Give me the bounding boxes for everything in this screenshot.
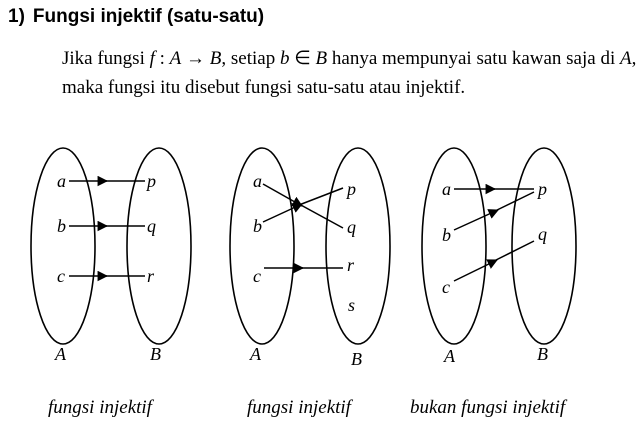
element-b: b (253, 216, 262, 236)
diagram-injective-1 (31, 148, 191, 418)
element-p: p (538, 179, 547, 199)
set-a-oval (230, 148, 294, 344)
arrow-symbol: → (181, 48, 210, 69)
diagram-caption: fungsi injektif (247, 397, 351, 418)
symbol-b: B (315, 48, 328, 69)
set-a-oval (422, 148, 486, 344)
mapping-arrow (454, 210, 498, 230)
set-label-b: B (150, 344, 161, 364)
mapping-line (299, 188, 343, 205)
set-b-oval (512, 148, 576, 344)
mapping-line (494, 241, 534, 261)
element-p: p (147, 171, 156, 191)
set-label-b: B (537, 344, 548, 364)
symbol-a: A (619, 48, 632, 69)
element-q: q (147, 216, 156, 236)
text-run: Jika fungsi (62, 48, 150, 69)
element-b: b (442, 225, 451, 245)
element-p: p (347, 179, 356, 199)
mapping-arrow (263, 204, 302, 222)
element-q: q (347, 217, 356, 237)
diagram-not-injective (410, 148, 576, 418)
diagram-caption: bukan fungsi injektif (410, 397, 566, 418)
text-run: , setiap (221, 48, 280, 69)
element-r: r (347, 255, 355, 275)
mapping-line (299, 204, 343, 228)
text-run: : (154, 48, 170, 69)
text-run: hanya mempunyai satu kawan saja di (327, 48, 620, 69)
element-r: r (147, 266, 155, 286)
diagram-injective-2 (230, 148, 390, 418)
mapping-arrow (454, 260, 497, 281)
section-title: Fungsi injektif (satu-satu) (32, 6, 265, 27)
set-label-b: B (351, 349, 362, 369)
symbol-b: B (209, 48, 222, 69)
element-c: c (253, 266, 261, 286)
symbol-small-b: b (279, 48, 290, 69)
element-a: a (253, 171, 262, 191)
element-s: s (348, 295, 356, 315)
element-c: c (57, 266, 65, 286)
definition-line-2: maka fungsi itu disebut fungsi satu-satu atau injektif. (62, 77, 466, 98)
set-b-oval (326, 148, 390, 344)
element-a: a (57, 171, 66, 191)
symbol-f: f (149, 48, 155, 69)
element-a: a (442, 179, 451, 199)
set-label-a: A (444, 346, 455, 366)
diagram-caption: fungsi injektif (48, 397, 152, 418)
text-run: , (631, 48, 636, 69)
element-of-symbol: ∈ (289, 48, 316, 69)
element-c: c (442, 277, 450, 297)
section-number: 1) (8, 6, 25, 27)
set-label-a: A (250, 344, 261, 364)
element-q: q (538, 224, 547, 244)
symbol-a: A (169, 48, 182, 69)
mapping-arrow (263, 184, 302, 206)
element-b: b (57, 216, 66, 236)
set-b-oval (127, 148, 191, 344)
set-label-a: A (55, 344, 66, 364)
